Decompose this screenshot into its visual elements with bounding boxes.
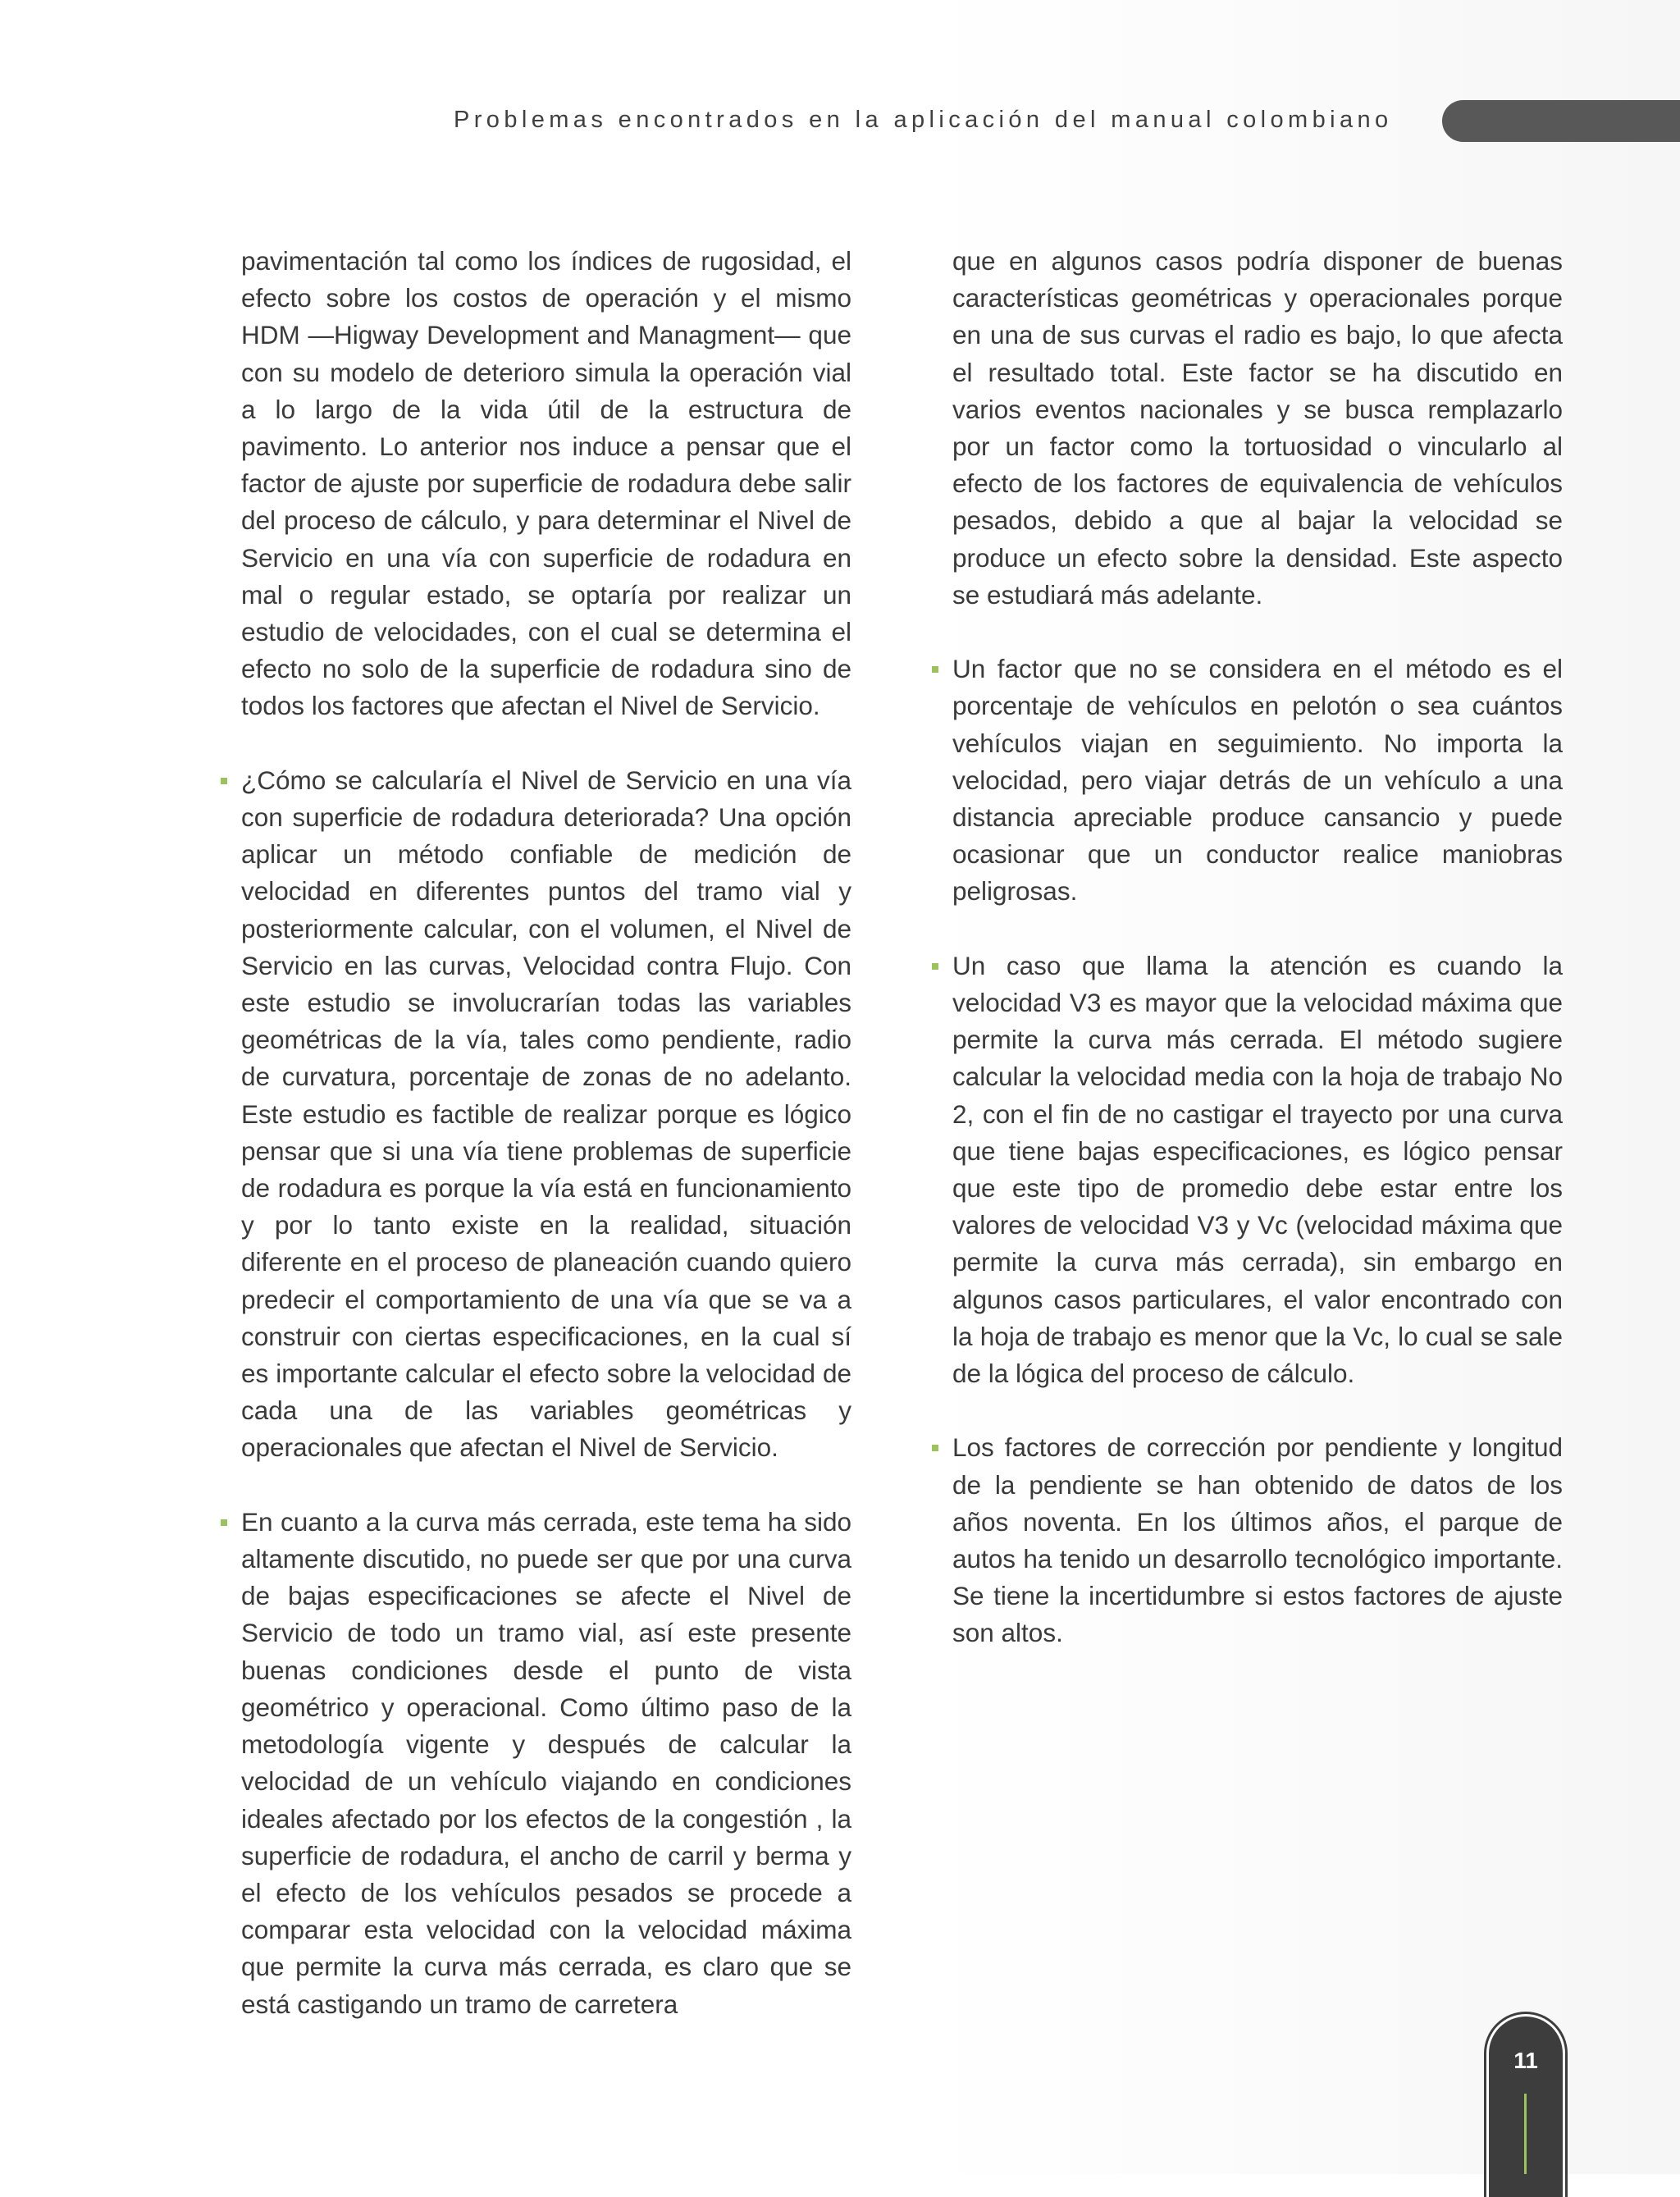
- page-number-accent-line: [1524, 2094, 1527, 2174]
- page-number: 11: [1513, 2048, 1538, 2073]
- bullet-item: En cuanto a la curva más cerrada, este tema ha sido altamente discutido, no puede ser que por una curva de bajas especificaciones se afecte el Nivel de Servicio de todo un tramo vial, así este presente buenas condiciones desde el punto de vista geométrico y operacional. Como último paso de la metodología vigente y después de calcular la velocidad de un vehículo viajando en condiciones ideales afectado por los efectos de la congestión , la superficie de rodadura, el ancho de carril y berma y el efecto de los vehículos pesados se procede a comparar esta velocidad con la velocidad máxima que permite la curva más cerrada, es claro que se está castigando un tramo de carretera: [241, 1504, 851, 2023]
- left-column: [241, 243, 851, 2060]
- paragraph: que en algunos casos podría disponer de buenas características geométricas y operacionales porque en una de sus curvas el radio es bajo, lo que afecta el resultado total. Este factor se ha discutido en varios eventos nacionales y se busca remplazarlo por un factor como la tortuosidad o vincularlo al efecto de los factores de equivalencia de vehículos pesados, debido a que al bajar la velocidad se produce un efecto sobre la densidad. Este aspecto se estudiará más adelante.: [952, 246, 1563, 610]
- bullet-item: Los factores de corrección por pendiente y longitud de la pendiente se han obtenido de datos de los años noventa. En los últimos años, el parque de autos ha tenido un desarrollo tecnológico importante. Se tiene la incertidumbre si estos factores de ajuste son altos.: [952, 1429, 1563, 1651]
- running-header: Problemas encontrados en la aplicación del manual colombiano: [454, 107, 1393, 133]
- bullet-item: Un caso que llama la atención es cuando la velocidad V3 es mayor que la velocidad máxima que permite la curva más cerrada. El método sugiere calcular la velocidad media con la hoja de trabajo No 2, con el fin de no castigar el trayecto por una curva que tiene bajas especificaciones, es lógico pensar que este tipo de promedio debe estar entre los valores de velocidad V3 y Vc (velocidad máxima que permite la curva más cerrada), sin embargo en algunos casos particulares, el valor encontrado con la hoja de trabajo es menor que la Vc, lo cual se sale de la lógica del proceso de cálculo.: [952, 948, 1563, 1392]
- right-column: [952, 243, 1563, 1689]
- bullet-item: Un factor que no se considera en el método es el porcentaje de vehículos en pelotón o sea cuántos vehículos viajan en seguimiento. No importa la velocidad, pero viajar detrás de un vehículo a una distancia apreciable produce cansancio y puede ocasionar que un conductor realice maniobras peligrosas.: [952, 651, 1563, 910]
- paragraph: pavimentación tal como los índices de rugosidad, el efecto sobre los costos de operación y el mismo HDM —Higway Development and Managment— que con su modelo de deterioro simula la operación vial a lo largo de la vida útil de la estructura de pavimento. Lo anterior nos induce a pensar que el factor de ajuste por superficie de rodadura debe salir del proceso de cálculo, y para determinar el Nivel de Servicio en una vía con superficie de rodadura en mal o regular estado, se optaría por realizar un estudio de velocidades, con el cual se determina el efecto no solo de la superficie de rodadura sino de todos los factores que afectan el Nivel de Servicio.: [241, 246, 851, 721]
- bullet-item: ¿Cómo se calcularía el Nivel de Servicio en una vía con superficie de rodadura deteriorada? Una opción aplicar un método confiable de medición de velocidad en diferentes puntos del tramo vial y posteriormente calcular, con el volumen, el Nivel de Servicio en las curvas, Velocidad contra Flujo. Con este estudio se involucrarían todas las variables geométricas de la vía, tales como pendiente, radio de curvatura, porcentaje de zonas de no adelanto. Este estudio es factible de realizar porque es lógico pensar que si una vía tiene problemas de superficie de rodadura es porque la vía está en funcionamiento y por lo tanto existe en la realidad, situación diferente en el proceso de planeación cuando quiero predecir el comportamiento de una vía que se va a construir con ciertas especificaciones, en la cual sí es importante calcular el efecto sobre la velocidad de cada una de las variables geométricas y operacionales que afectan el Nivel de Servicio.: [241, 762, 851, 1467]
- header-tab-decoration: [1442, 100, 1680, 142]
